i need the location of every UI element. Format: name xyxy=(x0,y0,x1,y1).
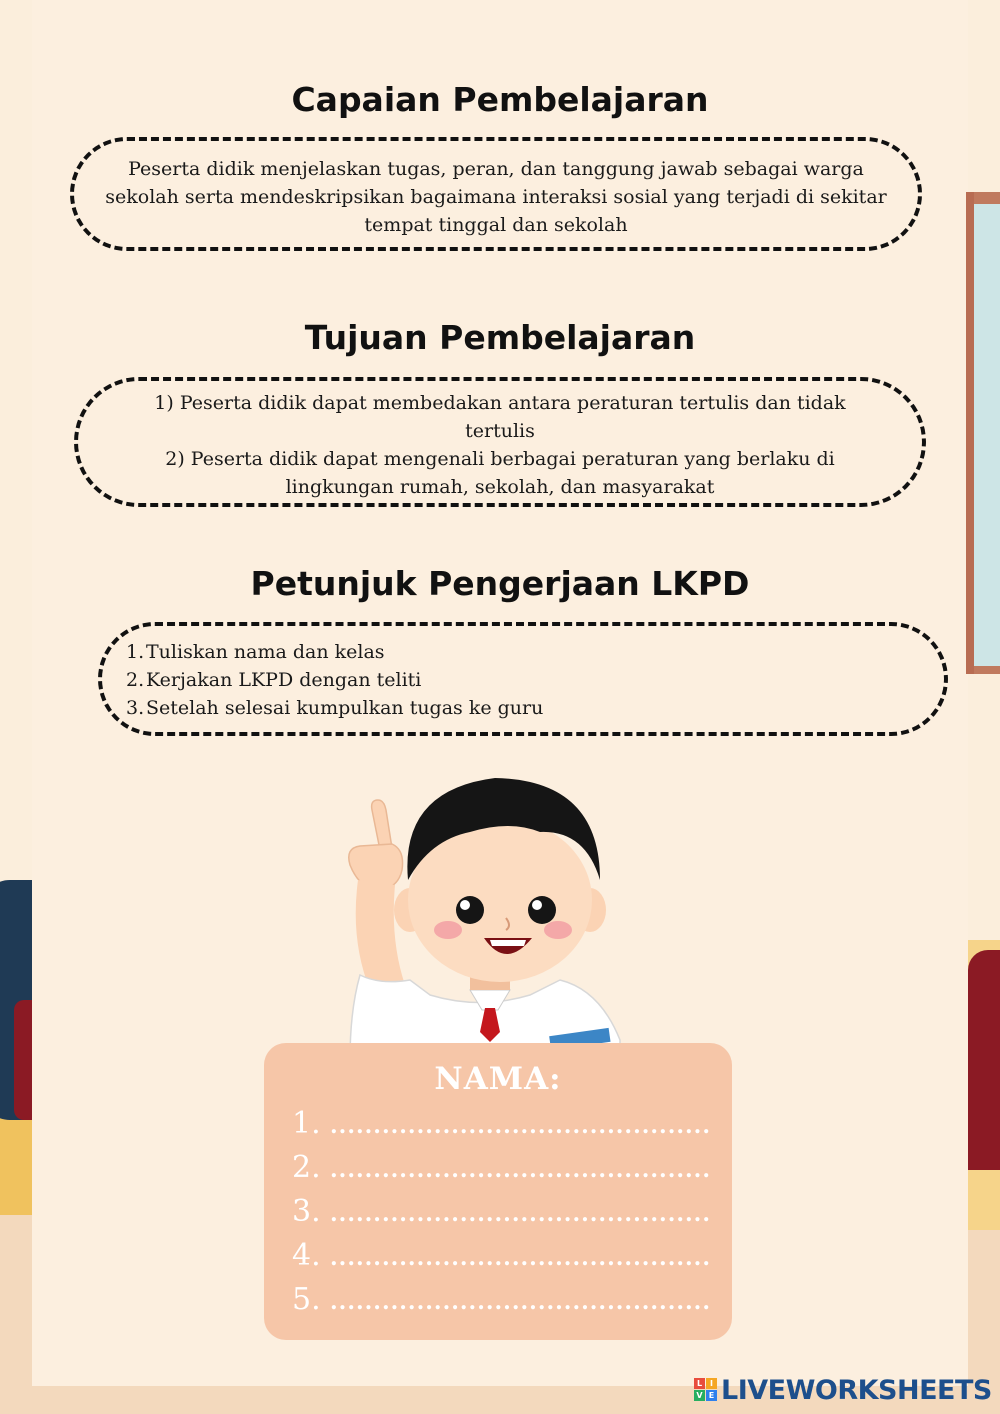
liveworksheets-text: LIVEWORKSHEETS xyxy=(721,1374,992,1406)
petunjuk-item-3 xyxy=(126,694,920,722)
name-row-5-blank[interactable]: ............................................ xyxy=(330,1289,712,1315)
capaian-box xyxy=(70,137,922,251)
tujuan-box xyxy=(74,377,926,507)
name-row-2-blank[interactable]: ............................................ xyxy=(330,1157,712,1183)
petunjuk-item-2-text: Kerjakan LKPD dengan teliti xyxy=(146,669,422,691)
name-row-1[interactable] xyxy=(292,1106,711,1141)
tujuan-title: Tujuan Pembelajaran xyxy=(304,318,696,357)
name-card xyxy=(264,1043,732,1340)
logo-letter-e: E xyxy=(706,1390,717,1401)
logo-letter-l: L xyxy=(694,1378,705,1389)
name-row-2[interactable] xyxy=(292,1150,711,1185)
petunjuk-item-3-text: Setelah selesai kumpulkan tugas ke guru xyxy=(146,697,544,719)
petunjuk-item-1-text: Tuliskan nama dan kelas xyxy=(146,641,385,663)
liveworksheets-logo-icon xyxy=(694,1378,718,1402)
petunjuk-item-3-num: 3. xyxy=(126,697,145,719)
name-row-2-num: 2. xyxy=(292,1150,321,1185)
name-row-4-num: 4. xyxy=(292,1238,321,1273)
name-row-1-num: 1. xyxy=(292,1106,321,1141)
name-row-4-blank[interactable]: ............................................ xyxy=(330,1245,712,1271)
name-row-4[interactable] xyxy=(292,1238,711,1273)
petunjuk-box xyxy=(98,622,948,736)
name-row-3-num: 3. xyxy=(292,1194,321,1229)
name-card-title: NAMA: xyxy=(434,1061,562,1097)
petunjuk-item-1-num: 1. xyxy=(126,641,145,663)
capaian-text: Peserta didik menjelaskan tugas, peran, dan tanggung jawab sebagai warga sekolah serta mendeskripsikan bagaimana interaksi sosial yang terjadi di sekitar tempat tinggal dan sekolah xyxy=(105,158,887,236)
tujuan-item-1: 1) Peserta didik dapat membedakan antara peraturan tertulis dan tidak tertulis xyxy=(154,392,846,442)
logo-letter-v: V xyxy=(694,1390,705,1401)
petunjuk-title: Petunjuk Pengerjaan LKPD xyxy=(250,564,750,603)
name-row-5[interactable] xyxy=(292,1282,711,1317)
liveworksheets-watermark[interactable] xyxy=(694,1375,992,1405)
name-row-3[interactable] xyxy=(292,1194,711,1229)
background-chair-left xyxy=(14,1000,32,1120)
capaian-title: Capaian Pembelajaran xyxy=(291,80,709,119)
background-chair-right xyxy=(968,950,1000,1170)
name-row-3-blank[interactable]: ............................................ xyxy=(330,1201,712,1227)
petunjuk-item-2-num: 2. xyxy=(126,669,145,691)
petunjuk-item-2 xyxy=(126,666,920,694)
student-illustration xyxy=(320,770,640,1060)
name-row-5-num: 5. xyxy=(292,1282,321,1317)
name-row-1-blank[interactable]: ............................................ xyxy=(330,1113,712,1139)
logo-letter-i: I xyxy=(706,1378,717,1389)
petunjuk-item-1 xyxy=(126,638,920,666)
tujuan-item-2: 2) Peserta didik dapat mengenali berbagai peraturan yang berlaku di lingkungan rumah, sekolah, dan masyarakat xyxy=(165,448,835,498)
